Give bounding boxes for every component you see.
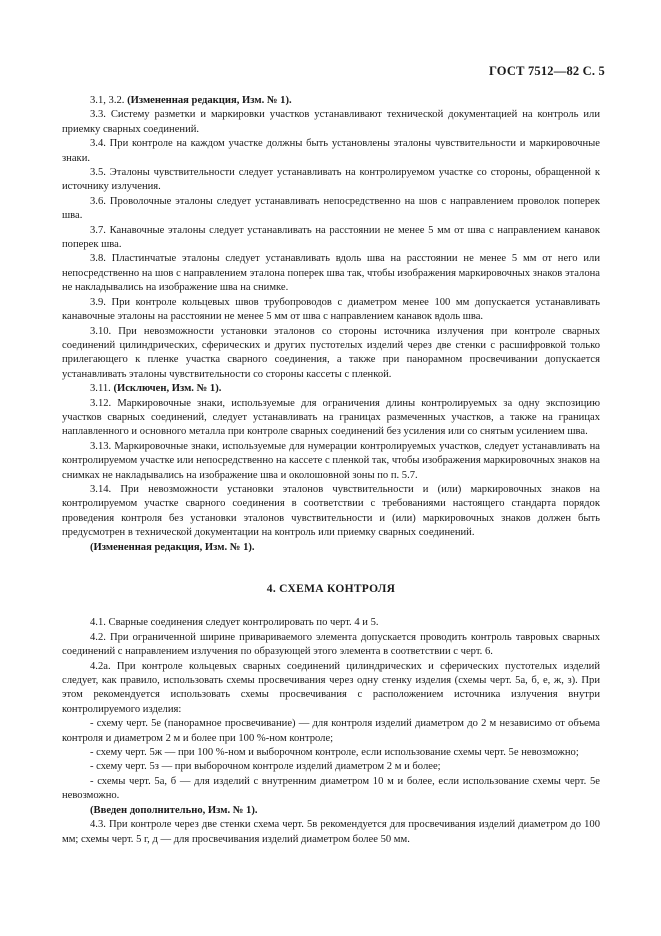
paragraph-3-14: 3.14. При невозможности установки эталонов чувствительности и (или) маркировочных знаков на контролируемом участке сварного соединения в соответствии с требованиями настоящего стандарта порядок проведения контроля без установки эталонов чувствительности и (или) маркировочных знаков должен быть предусмотрен в технической документации на контроль или приемку сварных соединений. (62, 483, 600, 539)
paragraph-3-12: 3.12. Маркировочные знаки, используемые для ограничения длины контролируемых за одну экспозицию участков сварных соединений, следует устанавливать на границах размеченных участков, а также на границах наплавленного и основного металла при контроле сварных соединений без усиления или со снятым усилением шва. (62, 397, 600, 438)
paragraph-3-10: 3.10. При невозможности установки эталонов со стороны источника излучения при контроле сварных соединений цилиндрических, сферических и других пустотелых изделий через две стенки с расшифровкой только прилегающего к пленке участка сварного соединения, а также при панорамном просвечивании допускается устанавливать эталоны чувствительности со стороны кассеты с пленкой. (62, 325, 600, 380)
addition-note: (Введен дополнительно, Изм. № 1). (90, 804, 258, 816)
paragraph-3-1: 3.1, 3.2. (Измененная редакция, Изм. № 1). (90, 95, 292, 106)
list-item: - схему черт. 5ж — при 100 %-ном и выборочном контроле, если использование схемы черт. 5е невозможно; (90, 747, 579, 759)
paragraph-4-2a: 4.2а. При контроле кольцевых сварных соединений цилиндрических и сферических пустотелых изделий следует, как правило, использовать схемы просвечивания через одну стенку изделия (схемы черт. 5а, б, е, ж, з). При этом рекомендуется использовать схемы просвечивания с расположением источника излучения внутри контролируемого изделия: (62, 660, 600, 715)
paragraph-3-7: 3.7. Канавочные эталоны следует устанавливать на расстоянии не менее 5 мм от шва с направлением канавок поперек шва. (62, 224, 600, 251)
paragraph-4-3: 4.3. При контроле через две стенки схема черт. 5в рекомендуется для просвечивания изделий диаметром до 100 мм; схемы черт. 5 г, д — для просвечивания изделий диаметром более 50 мм. (62, 819, 600, 845)
list-item: - схему черт. 5з — при выборочном контроле изделий диаметром 2 м и более; (90, 761, 441, 773)
paragraph-3-3: 3.3. Систему разметки и маркировки участков устанавливают технической документацией на контроль или приемку сварных соединений. (62, 109, 600, 135)
paragraph-3-11: 3.11. (Исключен, Изм. № 1). (90, 383, 222, 395)
paragraph-3-8: 3.8. Пластинчатые эталоны следует устанавливать вдоль шва на расстоянии не менее 5 мм от него или непосредственно на шов с направлением эталона поперек шва так, чтобы изображения маркировочных знаков эталона не накладывались на изображение шва на снимке. (62, 253, 600, 294)
paragraph-3-6: 3.6. Проволочные эталоны следует устанавливать непосредственно на шов с направлением проволок поперек шва. (62, 195, 600, 222)
paragraph-3-9: 3.9. При контроле кольцевых швов трубопроводов с диаметром менее 100 мм допускается устанавливать канавочные эталоны на расстоянии не менее 5 мм от шва с направлением канавок вдоль шва. (62, 296, 600, 323)
page-header: ГОСТ 7512—82 С. 5 (488, 64, 605, 78)
document-body (62, 94, 600, 847)
paragraph-3-4: 3.4. При контроле на каждом участке должны быть установлены эталоны чувствительности и маркировочные знаки. (62, 138, 600, 164)
paragraph-3-5: 3.5. Эталоны чувствительности следует устанавливать на контролируемом участке со стороны, обращенной к источнику излучения. (62, 167, 600, 193)
section-title: 4. СХЕМА КОНТРОЛЯ (266, 583, 396, 595)
list-item: - схему черт. 5е (панорамное просвечивание) — для контроля изделий диаметром до 2 м независимо от объема контроля и диаметром 2 м и более при 100 %-ном контроле; (62, 718, 600, 744)
paragraph-4-2: 4.2. При ограниченной ширине привариваемого элемента допускается проводить контроль тавровых сварных соединений с направлением излучения по образующей этого элемента в соответствии с черт. 6. (62, 631, 600, 658)
amendment-note: (Измененная редакция, Изм. № 1). (90, 541, 255, 553)
paragraph-4-1: 4.1. Сварные соединения следует контролировать по черт. 4 и 5. (90, 617, 379, 629)
list-item: - схемы черт. 5а, б — для изделий с внутренним диаметром 10 м и более, если использование схемы черт. 5е невозможно. (62, 775, 600, 802)
paragraph-3-13: 3.13. Маркировочные знаки, используемые для нумерации контролируемых участков, следует устанавливать на контролируемом участке или непосредственно на кассете с пленкой так, чтобы изображения маркировочных знаков на снимках не накладывались на изображение шва и околошовной зоны по п. 5.7. (62, 440, 600, 481)
